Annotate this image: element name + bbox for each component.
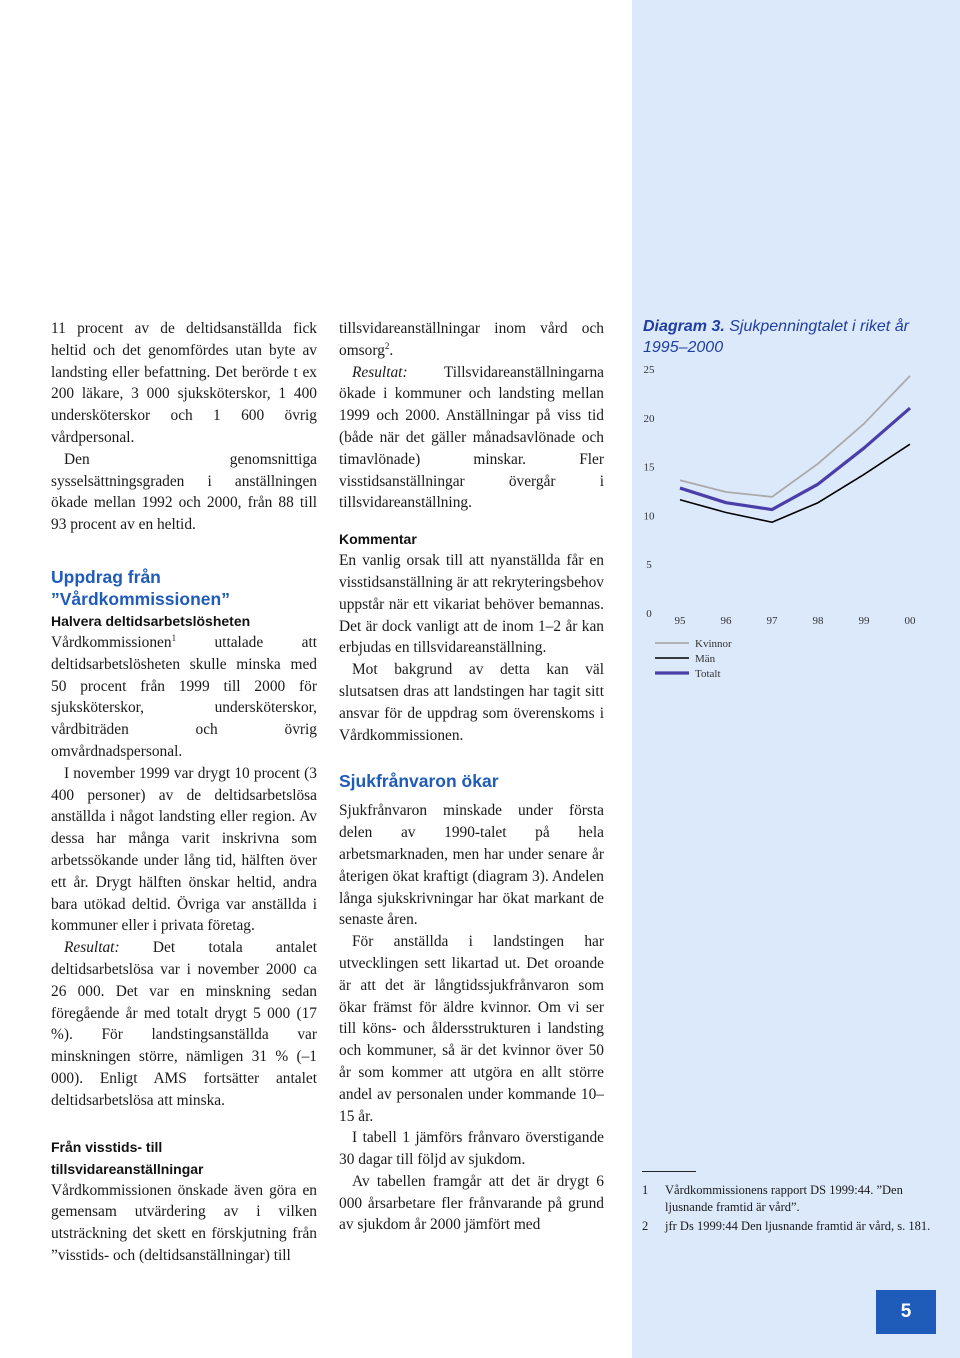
section-heading: Uppdrag från ”Vårdkommissionen”	[51, 566, 230, 609]
legend-label: Totalt	[695, 668, 721, 680]
paragraph: tillsvidareanställningar inom vård och omsorg$^2$.	[339, 320, 604, 359]
paragraph: En vanlig orsak till att nyanställda får en visstidsanställning är att rekryteringsbehov uppstår när ett vikariat behöver bemannas. Det är dock vanligt att de inom 1–2 år kan erbjudas en tillsvidareanställning.	[339, 552, 604, 657]
footnote-ref: 2	[384, 340, 390, 351]
paragraph: I tabell 1 jämförs frånvaro överstigande 30 dagar till följd av sjukdom.	[339, 1129, 604, 1169]
paragraph: 11 procent av de deltidsanställda fick heltid och det genomfördes utan byte av landsting eller befattning. Det berörde t ex 200 läkare, 3 000 sjuksköterskor, 1 400 undersköterskor och 1 600 övrig vårdpersonal.	[51, 320, 317, 446]
series-line-totalt	[680, 408, 910, 510]
x-tick-label: 97	[766, 615, 778, 627]
paragraph: Vårdkommissionen$^1$ uttalade att deltidsarbetslösheten skulle minska med 50 procent från 1999 till 2000 för sjuksköterskor, undersköterskor, vårdbiträden och övrig omvårdnadspersonal.	[51, 632, 317, 760]
x-tick-label: 00	[904, 615, 916, 627]
subheading: Från visstids- till tillsvidareanställningar	[51, 1138, 204, 1177]
paragraph: Vårdkommissionen önskade även göra en gemensam utvärdering av i vilken utsträckning det skett en förskjutning från ”visstids- och (deltidsanställningar) till	[51, 1181, 317, 1264]
footnote-number: 2	[642, 1219, 649, 1233]
footnote-text: jfr Ds 1999:44 Den ljusnande framtid är vård, s. 181.	[665, 1219, 931, 1233]
x-tick-label: 99	[858, 615, 870, 627]
footnotes	[642, 1182, 932, 1238]
subheading: Kommentar	[339, 531, 417, 548]
y-tick-label: 25	[643, 364, 655, 376]
paragraph: För anställda i landstingen har utvecklingen sett likartad ut. Det oroande är att det är långtidssjukfrånvaron som ökar främst för äldre kvinnor. Om vi ser till köns- och åldersstrukturen i landsting och kommuner, så är det kvinnor över 50 år som kommer att utgöra en allt större andel av personalen under kommande 10–15 år.	[339, 933, 604, 1125]
footnote-text: Vårdkommissionens rapport DS 1999:44. ”Den ljusnande framtid är vård”.	[665, 1183, 903, 1214]
legend-label: Män	[695, 653, 716, 665]
y-tick-label: 0	[646, 608, 652, 620]
column-middle	[339, 318, 604, 1236]
y-tick-label: 15	[643, 461, 655, 474]
paragraph: I november 1999 var drygt 10 procent (3 400 personer) av de deltidsarbetslösa anställda i något landsting eller region. Av dessa har många varit inskrivna som arbetssökande under lång tid, hälften över ett år. Drygt hälften önskar heltid, andra bara utökad deltid. Övriga var anställda i kommuner eller i privata företag.	[51, 764, 317, 935]
paragraph: Sjukfrånvaron minskade under första delen av 1990-talet på hela arbetsmarknaden, men har under senare år återigen ökat kraftigt (diagram 3). Andelen långa sjukskrivningar har ökat markant de senaste åren.	[339, 802, 604, 929]
footnote	[642, 1218, 932, 1235]
paragraph: Resultat: Tillsvidareanställningarna ökade i kommuner och landsting mellan 1999 och 2000. Anställningar på viss tid (både när det gäller månadsavlönade och timavlönade) minskar. Fler visstidsanställningar övergår i tillsvidareanställning.	[339, 363, 604, 512]
footnote	[642, 1182, 932, 1215]
series-line-män	[680, 444, 910, 522]
x-tick-label: 98	[812, 615, 824, 627]
section-heading: Sjukfrånvaron ökar	[339, 771, 499, 792]
paragraph: Resultat: Det totala antalet deltidsarbetslösa var i november 2000 ca 26 000. Det var en minskning sedan föregående år med totalt drygt 5 000 (17 %). För landstingsanställda var minskningen större, nämligen 31 % (–1 000). Enligt AMS fortsätter antalet deltidsarbetslösa att minska.	[51, 939, 317, 1109]
x-tick-label: 95	[674, 615, 686, 627]
y-tick-label: 10	[643, 510, 655, 523]
y-tick-label: 20	[643, 412, 655, 425]
paragraph: Av tabellen framgår att det är drygt 6 000 årsarbetare fler frånvarande på grund av sjukdom år 2000 jämfört med	[339, 1172, 604, 1234]
y-tick-label: 5	[646, 559, 652, 572]
footnote-ref: 1	[171, 632, 177, 643]
paragraph: Mot bakgrund av detta kan väl slutsatsen dras att landstingen har tagit sitt ansvar för de uppdrag som överenskoms i Vårdkommissionen.	[339, 661, 604, 744]
diagram-title: Diagram 3. Sjukpenningtalet i riket år 1995–2000	[643, 318, 909, 356]
paragraph: Den genomsnittiga sysselsättningsgraden i anställningen ökade mellan 1992 och 2000, från 88 till 93 procent av en heltid.	[51, 450, 317, 534]
column-left	[51, 318, 317, 1267]
x-tick-label: 96	[720, 615, 732, 627]
footnote-number: 1	[642, 1183, 649, 1197]
footnote-rule	[642, 1171, 696, 1172]
page-number: 5	[876, 1290, 936, 1334]
line-chart	[633, 356, 933, 706]
legend-label: Kvinnor	[695, 638, 732, 650]
subheading: Halvera deltidsarbetslösheten	[51, 612, 251, 629]
